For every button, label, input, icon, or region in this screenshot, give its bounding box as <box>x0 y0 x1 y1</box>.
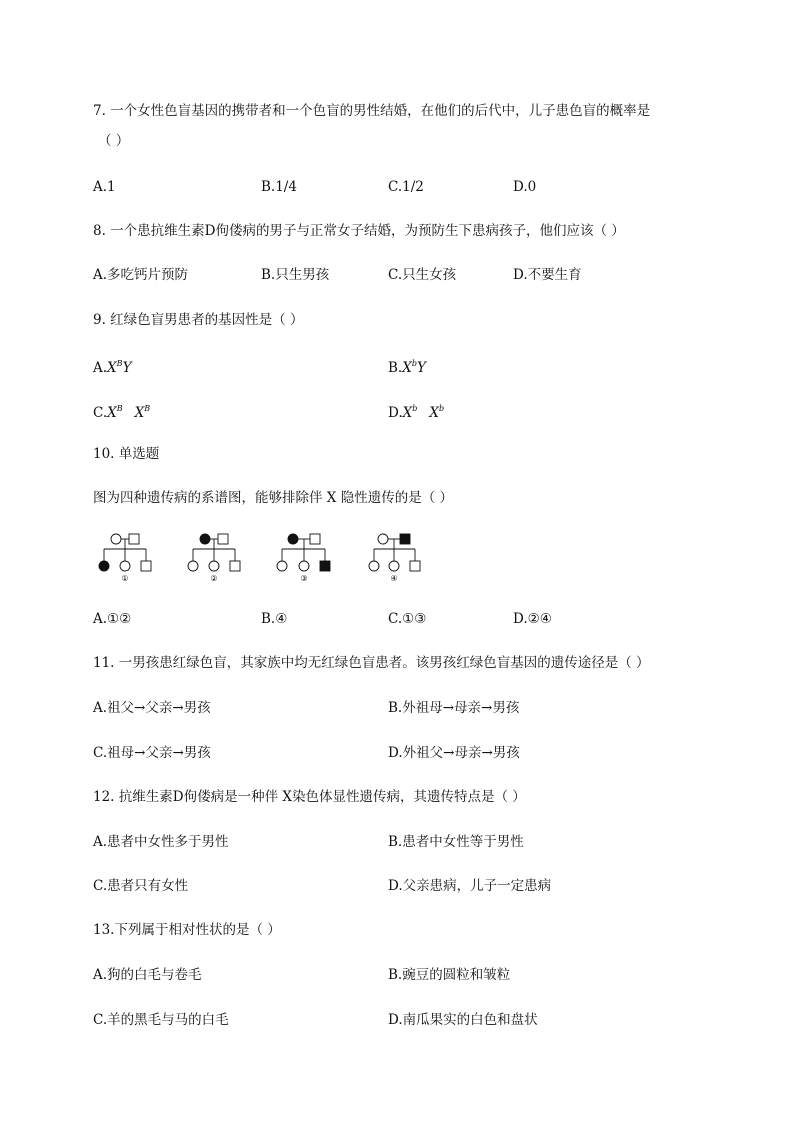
pedigree-label: ④ <box>390 574 398 583</box>
q10-title: 10. 单选题 <box>93 446 160 462</box>
q8-option-b[interactable]: B.只生男孩 <box>261 267 330 283</box>
q12-option-c[interactable]: C.患者只有女性 <box>93 878 189 894</box>
pedigree-label: ② <box>210 574 218 583</box>
q12-option-d[interactable]: D.父亲患病，儿子一定患病 <box>388 878 552 894</box>
q7-stem: 7. 一个女性色盲基因的携带者和一个色盲的男性结婚，在他们的后代中，儿子患色盲的概率是 <box>93 103 651 119</box>
q9-option-b[interactable] <box>388 355 426 377</box>
q12-stem: 12. 抗维生素D佝偻病是一种伴 X染色体显性遗传病，其遗传特点是（ ） <box>93 789 526 805</box>
q13-option-c[interactable]: C.羊的黑毛与马的白毛 <box>93 1012 229 1028</box>
option-prefix: D. <box>388 405 403 421</box>
q7-option-a[interactable]: A.1 <box>93 179 116 195</box>
option-prefix: B. <box>388 360 403 376</box>
pedigree-label: ① <box>121 574 129 583</box>
q8-option-d[interactable]: D.不要生育 <box>513 267 582 283</box>
pedigree-3 <box>277 527 337 587</box>
pedigree-1 <box>96 527 156 587</box>
q8-option-a[interactable]: A.多吃钙片预防 <box>93 267 189 283</box>
q9-option-a[interactable] <box>93 355 131 377</box>
q9-stem: 9. 红绿色盲男患者的基因性是（ ） <box>93 312 304 328</box>
gene-letter: Y <box>122 360 132 376</box>
q9-option-d[interactable] <box>388 400 444 422</box>
q13-option-b[interactable]: B.豌豆的圆粒和皱粒 <box>388 967 511 983</box>
gene-superscript: b <box>411 359 417 368</box>
q13-option-d[interactable]: D.南瓜果实的白色和盘状 <box>388 1012 538 1028</box>
q7-option-c[interactable]: C.1/2 <box>388 179 424 195</box>
gene-letter: X <box>107 360 117 376</box>
gene-letter: X <box>107 405 117 421</box>
pedigree-4 <box>369 527 429 587</box>
gene-superscript: b <box>439 404 445 413</box>
q11-option-a[interactable]: A.祖父→父亲→男孩 <box>93 700 211 716</box>
q8-option-c[interactable]: C.只生女孩 <box>388 267 457 283</box>
pedigree-2 <box>185 527 245 587</box>
gene-superscript: b <box>412 404 418 413</box>
gene-superscript: B <box>116 404 123 413</box>
q9-option-c[interactable] <box>93 400 150 422</box>
option-prefix: A. <box>93 360 108 376</box>
pedigree-label: ③ <box>300 574 308 583</box>
option-prefix: C. <box>93 405 108 421</box>
q13-option-a[interactable]: A.狗的白毛与卷毛 <box>93 967 202 983</box>
q13-stem: 13.下列属于相对性状的是（ ） <box>93 922 281 938</box>
gene-letter: X <box>402 405 413 421</box>
gene-superscript: B <box>116 359 123 368</box>
q11-stem: 11. 一男孩患红绿色盲，其家族中均无红绿色盲患者。该男孩红绿色盲基因的遗传途径是（ ） <box>93 655 650 671</box>
q11-option-b[interactable]: B.外祖母→母亲→男孩 <box>388 700 520 716</box>
gene-letter: X <box>134 405 145 421</box>
q10-option-c[interactable]: C.①③ <box>388 611 427 627</box>
q12-option-b[interactable]: B.患者中女性等于男性 <box>388 834 524 850</box>
q11-option-c[interactable]: C.祖母→父亲→男孩 <box>93 745 211 761</box>
gene-letter: X <box>429 405 440 421</box>
q10-option-b[interactable]: B.④ <box>261 611 288 627</box>
q10-option-a[interactable]: A.①② <box>93 611 132 627</box>
q7-answer-paren: （ ） <box>98 133 130 149</box>
q10-option-d[interactable]: D.②④ <box>513 611 552 627</box>
q11-option-d[interactable]: D.外祖父→母亲→男孩 <box>388 745 520 761</box>
q7-option-d[interactable]: D.0 <box>513 179 537 195</box>
q7-option-b[interactable]: B.1/4 <box>261 179 297 195</box>
gene-letter: Y <box>416 360 426 376</box>
q8-stem: 8. 一个患抗维生素D佝偻病的男子与正常女子结婚，为预防生下患病孩子，他们应该（ ） <box>93 223 625 239</box>
gene-letter: X <box>402 360 412 376</box>
q10-stem: 图为四种遗传病的系谱图，能够排除伴 X 隐性遗传的是（ ） <box>93 490 453 506</box>
gene-superscript: B <box>144 404 151 413</box>
q12-option-a[interactable]: A.患者中女性多于男性 <box>93 834 229 850</box>
